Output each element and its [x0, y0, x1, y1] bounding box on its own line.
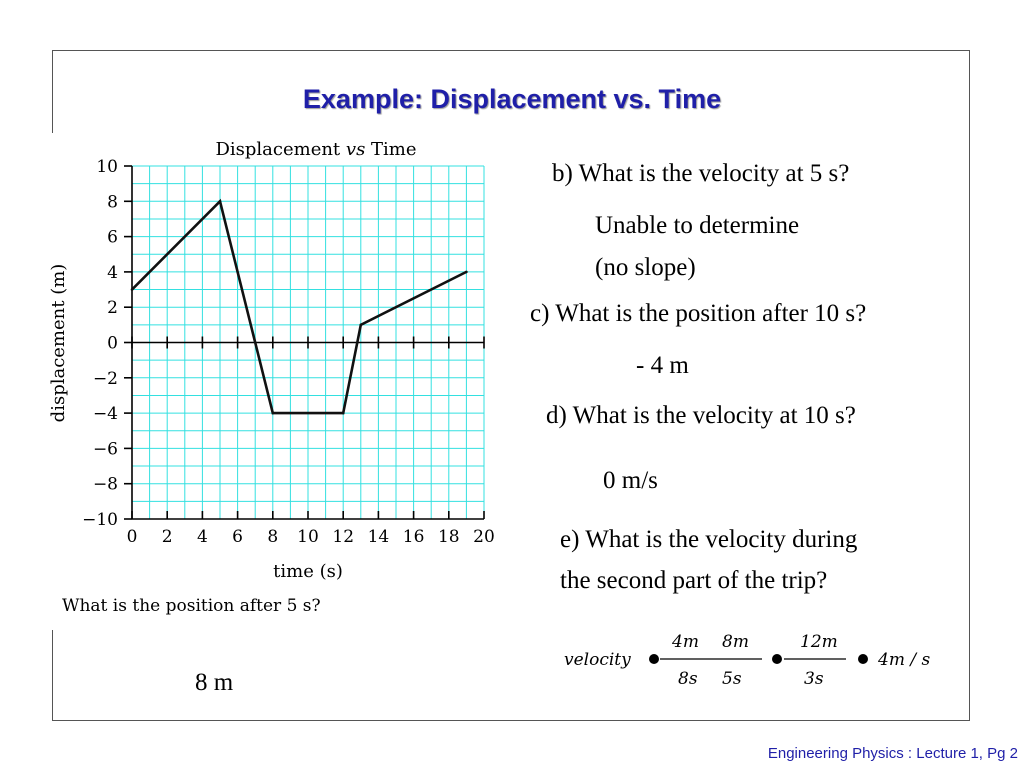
- data-point: [131, 288, 134, 291]
- y-tick-label: −8: [92, 474, 118, 495]
- chart-title: [215, 139, 416, 160]
- x-tick-label: 6: [232, 527, 244, 547]
- data-point: [465, 271, 468, 274]
- answer-b-line2: (no slope): [595, 254, 696, 281]
- formula-result: 4m / s: [878, 650, 931, 670]
- y-tick-label: 0: [107, 333, 118, 354]
- chart-title-part3: Time: [371, 139, 417, 160]
- chart-panel: [40, 133, 512, 630]
- formula-lhs: velocity: [564, 650, 631, 670]
- y-tick-label: −10: [82, 510, 118, 530]
- answer-b-line1: Unable to determine: [595, 212, 800, 239]
- y-tick-label: 10: [96, 157, 118, 177]
- formula-num3: 12m: [800, 632, 838, 652]
- question-e-line1: e) What is the velocity during: [560, 526, 858, 553]
- slide-footer: Engineering Physics : Lecture 1, Pg 2: [767, 745, 1018, 762]
- question-e-line2: the second part of the trip?: [560, 567, 828, 594]
- y-tick-label: −2: [92, 368, 118, 389]
- x-tick-label: 8: [267, 527, 279, 547]
- x-tick-label: 10: [297, 527, 319, 547]
- x-tick-label: 2: [161, 527, 173, 547]
- velocity-formula: [560, 628, 980, 698]
- question-d: d) What is the velocity at 10 s?: [546, 402, 856, 429]
- data-point: [272, 412, 275, 415]
- formula-den1: 8s: [678, 669, 698, 689]
- x-tick-label: 12: [332, 527, 355, 547]
- x-axis-label: time (s): [273, 561, 343, 582]
- equals-dot-2: [772, 654, 782, 664]
- question-a: What is the position after 5 s?: [62, 596, 321, 616]
- chart-title-part1: Displacement: [215, 139, 341, 160]
- x-tick-label: 20: [473, 527, 495, 547]
- x-tick-label: 14: [367, 527, 390, 547]
- data-point: [342, 412, 345, 415]
- x-tick-label: 4: [196, 527, 208, 547]
- y-tick-label: 4: [107, 262, 118, 283]
- data-point: [360, 324, 363, 327]
- formula-den3: 3s: [804, 669, 824, 689]
- x-tick-label: 16: [402, 527, 425, 547]
- y-tick-label: 8: [107, 192, 118, 213]
- x-tick-label: 18: [437, 527, 460, 547]
- y-axis-label: displacement (m): [48, 263, 69, 423]
- data-point: [219, 200, 222, 203]
- equals-dot-1: [649, 654, 659, 664]
- chart-title-part2: vs: [345, 139, 366, 160]
- slide-title: Example: Displacement vs. Time: [302, 84, 722, 114]
- y-tick-label: 6: [107, 227, 118, 248]
- question-c: c) What is the position after 10 s?: [530, 300, 867, 327]
- formula-num1: 4m: [672, 632, 699, 652]
- tick-labels: [82, 157, 495, 547]
- formula-den2: 5s: [722, 669, 742, 689]
- y-tick-label: −6: [92, 439, 118, 460]
- x-tick-label: 0: [126, 527, 138, 547]
- answer-a: 8 m: [195, 669, 234, 696]
- answer-c: - 4 m: [636, 352, 689, 379]
- answer-d: 0 m/s: [603, 467, 658, 494]
- equals-dot-3: [858, 654, 868, 664]
- question-b: b) What is the velocity at 5 s?: [552, 160, 850, 187]
- displacement-time-chart: [40, 133, 512, 630]
- formula-num2: 8m: [722, 632, 749, 652]
- y-tick-label: −4: [92, 404, 118, 425]
- y-tick-label: 2: [107, 298, 118, 319]
